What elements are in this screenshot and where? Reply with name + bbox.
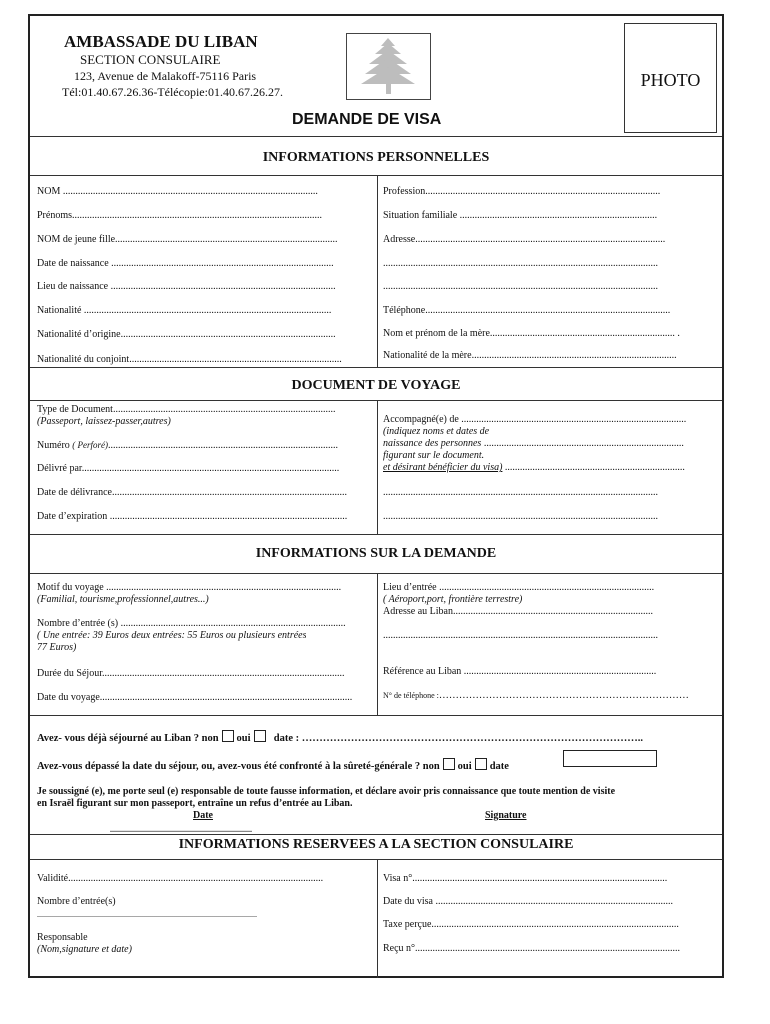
photo-label: PHOTO bbox=[640, 70, 701, 90]
delivre-par-field[interactable]: Délivré par....................................................................................................... bbox=[37, 463, 340, 474]
type-document-hint: (Passeport, laissez-passer,autres) bbox=[37, 416, 171, 427]
adresse-liban-line-2[interactable]: .............................................................................................................. bbox=[383, 630, 658, 641]
q1-oui-checkbox[interactable] bbox=[254, 730, 266, 742]
q1-non-checkbox[interactable] bbox=[222, 730, 234, 742]
personal-info-heading: INFORMATIONS PERSONNELLES bbox=[262, 150, 490, 165]
consular-section: SECTION CONSULAIRE bbox=[80, 52, 221, 67]
q2-date-box[interactable] bbox=[563, 750, 657, 767]
type-document-field[interactable]: Type de Document......................................................................................... bbox=[37, 404, 336, 415]
nombre-entrees-field[interactable]: Nombre d’entrée (s) .......................................................................................... bbox=[37, 618, 346, 629]
visa-form bbox=[28, 14, 724, 978]
accompagne-hint-1: (indiquez noms et dates de bbox=[383, 426, 490, 437]
cedar-tree-icon bbox=[347, 34, 430, 99]
accompagne-line-3[interactable]: .............................................................................................................. bbox=[383, 511, 658, 522]
telephone-field[interactable]: Téléphone.................................................................................................. bbox=[383, 305, 671, 316]
nombre-entrees-consulaire-label: Nombre d’entrée(s) bbox=[37, 896, 116, 907]
accompagne-hint-2: naissance des personnes ................................................................................ bbox=[383, 438, 684, 449]
date-naissance-field[interactable]: Date de naissance ......................................................................................... bbox=[37, 258, 334, 269]
validite-field[interactable]: Validité...................................................................................................... bbox=[37, 873, 324, 884]
prenoms-field[interactable]: Prénoms.................................................................................................... bbox=[37, 210, 322, 221]
nombre-entrees-consulaire-field[interactable]: .............................................................................................................. bbox=[37, 910, 257, 919]
declaration-line-2: en Israël figurant sur mon passeport, entraîne un refus d’entrée au Liban. bbox=[37, 798, 353, 809]
signature-label: Signature bbox=[485, 810, 527, 821]
telephone-liban-field[interactable]: N° de téléphone :………………………………………………………………… bbox=[383, 690, 689, 701]
accompagne-hint-3: figurant sur le document. bbox=[383, 450, 485, 461]
page-title: DEMANDE DE VISA bbox=[292, 111, 442, 128]
taxe-percue-field[interactable]: Taxe perçue................................................................................................... bbox=[383, 919, 679, 930]
accompagne-hint-4: et désirant bénéficier du visa) ........................................................................ bbox=[383, 462, 685, 473]
lieu-entree-hint: ( Aéroport,port, frontière terrestre) bbox=[383, 594, 523, 605]
duree-sejour-field[interactable]: Durée du Séjour................................................................................................. bbox=[37, 668, 345, 679]
nationalite-conjoint-field[interactable]: Nationalité du conjoint..................................................................................... bbox=[37, 354, 342, 365]
motif-voyage-hint: (Familial, tourisme,professionnel,autres...) bbox=[37, 594, 209, 605]
situation-familiale-field[interactable]: Situation familiale ............................................................................... bbox=[383, 210, 658, 221]
cedar-logo bbox=[346, 33, 431, 100]
reference-liban-field[interactable]: Référence au Liban ............................................................................. bbox=[383, 666, 657, 677]
embassy-phone: Tél:01.40.67.26.36-Télécopie:01.40.67.26.27. bbox=[62, 85, 283, 99]
date-delivrance-field[interactable]: Date de délivrance.............................................................................................. bbox=[37, 487, 347, 498]
visa-numero-field[interactable]: Visa n°...................................................................................................... bbox=[383, 873, 668, 884]
q2-non-checkbox[interactable] bbox=[443, 758, 455, 770]
lieu-naissance-field[interactable]: Lieu de naissance .......................................................................................... bbox=[37, 281, 336, 292]
nationalite-origine-field[interactable]: Nationalité d’origine...................................................................................... bbox=[37, 329, 336, 340]
nombre-entrees-hint-1: ( Une entrée: 39 Euros deux entrées: 55 Euros ou plusieurs entrées bbox=[37, 630, 307, 641]
nombre-entrees-hint-2: 77 Euros) bbox=[37, 642, 77, 653]
q2-oui-checkbox[interactable] bbox=[475, 758, 487, 770]
lieu-entree-field[interactable]: Lieu d’entrée ...................................................................................... bbox=[383, 582, 655, 593]
date-input[interactable]: ....................................................................... bbox=[110, 825, 252, 834]
consular-reserved-heading: INFORMATIONS RESERVEES A LA SECTION CONSULAIRE bbox=[178, 837, 574, 852]
date-visa-field[interactable]: Date du visa ............................................................................................... bbox=[383, 896, 673, 907]
nationalite-mere-field[interactable]: Nationalité de la mère.................................................................................. bbox=[383, 350, 677, 361]
nom-jeune-fille-field[interactable]: NOM de jeune fille......................................................................................... bbox=[37, 234, 338, 245]
question-depasse-sejour: Avez-vous dépassé la date du séjour, ou, avez-vous été confronté à la sûreté-générale ? non oui date bbox=[37, 758, 717, 773]
responsable-label: Responsable bbox=[37, 932, 88, 943]
nom-field[interactable]: NOM ...................................................................................................... bbox=[37, 186, 318, 197]
question-deja-sejourne: Avez- vous déjà séjourné au Liban ? non oui date : …………………………………………………………………………………….. bbox=[37, 730, 722, 745]
adresse-line-3[interactable]: .............................................................................................................. bbox=[383, 281, 658, 292]
date-expiration-field[interactable]: Date d’expiration ............................................................................................... bbox=[37, 511, 348, 522]
profession-field[interactable]: Profession.............................................................................................. bbox=[383, 186, 661, 197]
travel-document-heading: DOCUMENT DE VOYAGE bbox=[291, 378, 461, 393]
date-label: Date bbox=[193, 810, 213, 821]
declaration-line-1: Je soussigné (e), me porte seul (e) responsable de toute fausse information, et déclare avoir pris connaissance que toute mention de visite bbox=[37, 786, 616, 797]
recu-numero-field[interactable]: Reçu n°.......................................................................................................... bbox=[383, 943, 681, 954]
adresse-field[interactable]: Adresse.................................................................................................... bbox=[383, 234, 666, 245]
nom-mere-field[interactable]: Nom et prénom de la mère.......................................................................... . bbox=[383, 328, 680, 339]
accompagne-line-2[interactable]: .............................................................................................................. bbox=[383, 487, 658, 498]
responsable-hint: (Nom,signature et date) bbox=[37, 944, 132, 955]
adresse-liban-field[interactable]: Adresse au Liban................................................................................ bbox=[383, 606, 653, 617]
embassy-address: 123, Avenue de Malakoff-75116 Paris bbox=[74, 69, 257, 83]
motif-voyage-field[interactable]: Motif du voyage .............................................................................................. bbox=[37, 582, 342, 593]
accompagne-field[interactable]: Accompagné(e) de .......................................................................................... bbox=[383, 414, 687, 425]
nationalite-field[interactable]: Nationalité ................................................................................................... bbox=[37, 305, 332, 316]
embassy-name: AMBASSADE DU LIBAN bbox=[64, 32, 258, 51]
numero-field[interactable]: Numéro ( Perforé)............................................................................................ bbox=[37, 440, 339, 451]
photo-box bbox=[624, 23, 717, 133]
adresse-line-2[interactable]: .............................................................................................................. bbox=[383, 258, 658, 269]
date-voyage-field[interactable]: Date du voyage..................................................................................................... bbox=[37, 692, 353, 703]
request-info-heading: INFORMATIONS SUR LA DEMANDE bbox=[255, 546, 497, 561]
